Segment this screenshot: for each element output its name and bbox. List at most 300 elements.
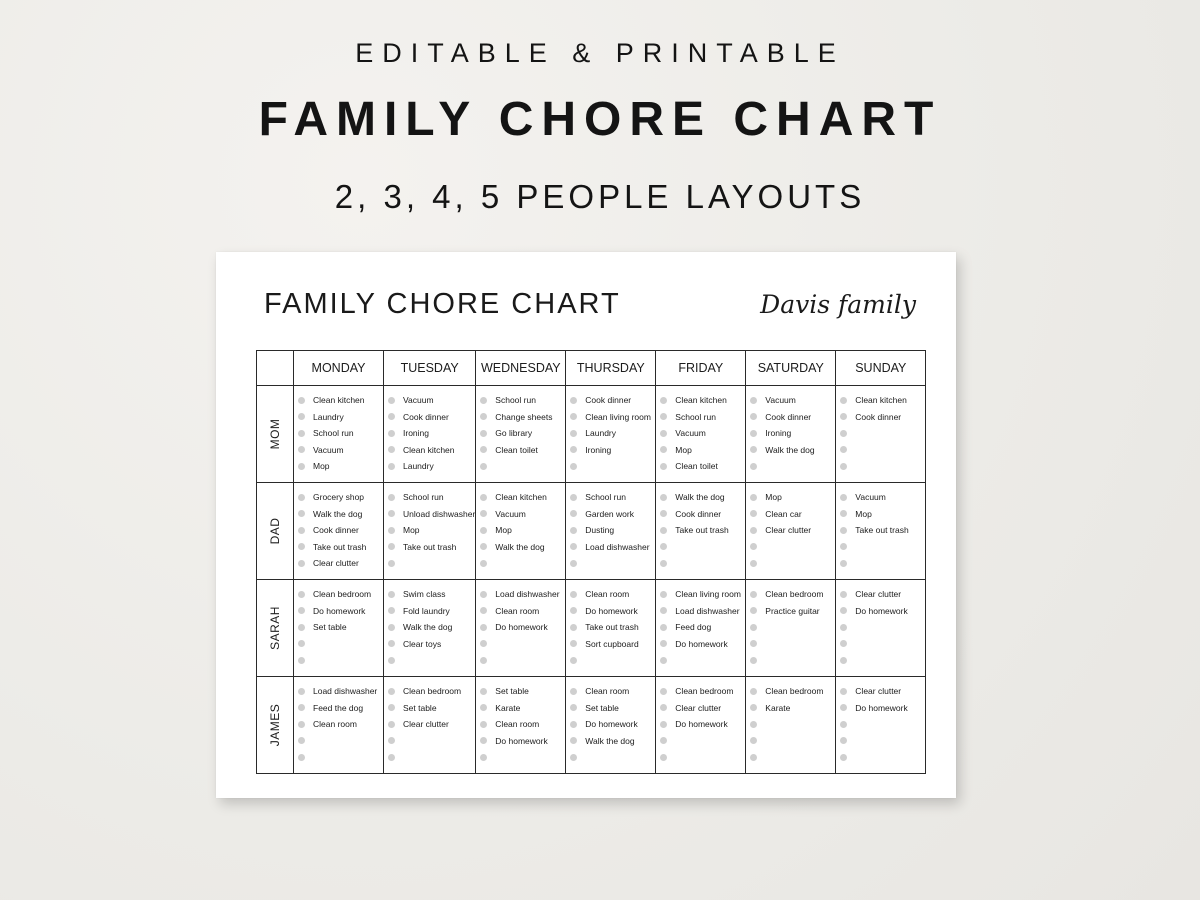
task-item xyxy=(840,749,925,766)
checkbox-dot-icon[interactable] xyxy=(298,657,305,664)
task-item xyxy=(570,652,655,669)
task-list xyxy=(384,586,475,669)
task-label: Clear toys xyxy=(403,638,442,649)
task-item xyxy=(840,586,925,603)
checkbox-dot-icon[interactable] xyxy=(570,430,577,437)
checkbox-dot-icon[interactable] xyxy=(480,704,487,711)
task-list xyxy=(656,586,745,669)
checkbox-dot-icon[interactable] xyxy=(570,463,577,470)
chore-cell xyxy=(476,386,566,483)
task-item xyxy=(660,652,745,669)
checkbox-dot-icon[interactable] xyxy=(480,607,487,614)
checkbox-dot-icon[interactable] xyxy=(298,463,305,470)
checkbox-dot-icon[interactable] xyxy=(570,737,577,744)
checkbox-dot-icon[interactable] xyxy=(840,510,847,517)
task-item xyxy=(840,458,925,475)
task-label: Clean toilet xyxy=(495,444,538,455)
checkbox-dot-icon[interactable] xyxy=(750,640,757,647)
task-item xyxy=(660,555,745,572)
task-item xyxy=(298,425,383,442)
task-item xyxy=(840,619,925,636)
checkbox-dot-icon[interactable] xyxy=(750,430,757,437)
task-item xyxy=(570,539,655,556)
task-item xyxy=(570,489,655,506)
checkbox-dot-icon[interactable] xyxy=(480,754,487,761)
task-label: Mop xyxy=(313,461,330,472)
chore-cell xyxy=(294,580,384,677)
task-label: School run xyxy=(495,395,536,406)
checkbox-dot-icon[interactable] xyxy=(750,527,757,534)
task-item xyxy=(750,539,835,556)
task-item xyxy=(298,603,383,620)
task-item xyxy=(840,522,925,539)
checkbox-dot-icon[interactable] xyxy=(840,657,847,664)
task-item xyxy=(660,442,745,459)
checkbox-dot-icon[interactable] xyxy=(570,527,577,534)
checkbox-dot-icon[interactable] xyxy=(840,688,847,695)
checkbox-dot-icon[interactable] xyxy=(660,527,667,534)
checkbox-dot-icon[interactable] xyxy=(660,591,667,598)
checkbox-dot-icon[interactable] xyxy=(750,657,757,664)
checkbox-dot-icon[interactable] xyxy=(660,560,667,567)
task-item xyxy=(570,619,655,636)
task-item xyxy=(840,683,925,700)
checkbox-dot-icon[interactable] xyxy=(388,624,395,631)
task-label: Clear clutter xyxy=(765,525,812,536)
task-item xyxy=(750,409,835,426)
checkbox-dot-icon[interactable] xyxy=(660,657,667,664)
day-header-monday: MONDAY xyxy=(294,351,384,386)
task-list xyxy=(836,683,925,766)
checkbox-dot-icon[interactable] xyxy=(298,737,305,744)
checkbox-dot-icon[interactable] xyxy=(388,527,395,534)
checkbox-dot-icon[interactable] xyxy=(840,607,847,614)
task-label: Set table xyxy=(495,686,529,697)
task-label: Mop xyxy=(495,525,512,536)
checkbox-dot-icon[interactable] xyxy=(480,657,487,664)
task-label: Clean kitchen xyxy=(495,492,547,503)
checkbox-dot-icon[interactable] xyxy=(298,413,305,420)
checkbox-dot-icon[interactable] xyxy=(480,640,487,647)
checkbox-dot-icon[interactable] xyxy=(388,560,395,567)
task-label: Walk the dog xyxy=(403,622,453,633)
task-item xyxy=(480,506,565,523)
task-label: Swim class xyxy=(403,589,446,600)
task-item xyxy=(298,749,383,766)
checkbox-dot-icon[interactable] xyxy=(660,463,667,470)
task-label: Karate xyxy=(495,702,521,713)
checkbox-dot-icon[interactable] xyxy=(750,754,757,761)
checkbox-dot-icon[interactable] xyxy=(660,688,667,695)
task-list xyxy=(836,586,925,669)
task-item xyxy=(660,749,745,766)
task-list xyxy=(746,392,835,475)
task-label: Set table xyxy=(585,702,619,713)
chore-cell xyxy=(836,677,926,774)
checkbox-dot-icon[interactable] xyxy=(480,527,487,534)
checkbox-dot-icon[interactable] xyxy=(570,591,577,598)
checkbox-dot-icon[interactable] xyxy=(660,430,667,437)
task-label: Do homework xyxy=(855,605,908,616)
task-item xyxy=(660,636,745,653)
task-label: Clean kitchen xyxy=(675,395,727,406)
chore-cell xyxy=(566,386,656,483)
checkbox-dot-icon[interactable] xyxy=(298,494,305,501)
task-item xyxy=(480,700,565,717)
task-item xyxy=(480,409,565,426)
task-list xyxy=(476,586,565,669)
checkbox-dot-icon[interactable] xyxy=(298,591,305,598)
checkbox-dot-icon[interactable] xyxy=(750,397,757,404)
checkbox-dot-icon[interactable] xyxy=(840,640,847,647)
family-name: Davis family xyxy=(760,290,916,319)
task-item xyxy=(298,716,383,733)
checkbox-dot-icon[interactable] xyxy=(388,397,395,404)
checkbox-dot-icon[interactable] xyxy=(388,754,395,761)
task-label: School run xyxy=(313,428,354,439)
task-label: Ironing xyxy=(403,428,429,439)
checkbox-dot-icon[interactable] xyxy=(840,446,847,453)
checkbox-dot-icon[interactable] xyxy=(480,446,487,453)
task-label: Grocery shop xyxy=(313,492,365,503)
task-label: Set table xyxy=(313,622,347,633)
task-item xyxy=(660,733,745,750)
task-label: Clean kitchen xyxy=(403,444,455,455)
checkbox-dot-icon[interactable] xyxy=(480,560,487,567)
checkbox-dot-icon[interactable] xyxy=(388,657,395,664)
checkbox-dot-icon[interactable] xyxy=(840,397,847,404)
checkbox-dot-icon[interactable] xyxy=(480,463,487,470)
chore-cell xyxy=(294,483,384,580)
task-label: Vacuum xyxy=(313,444,344,455)
day-header-tuesday: TUESDAY xyxy=(384,351,476,386)
checkbox-dot-icon[interactable] xyxy=(750,560,757,567)
task-item xyxy=(298,409,383,426)
checkbox-dot-icon[interactable] xyxy=(570,494,577,501)
task-item xyxy=(388,700,475,717)
checkbox-dot-icon[interactable] xyxy=(570,446,577,453)
checkbox-dot-icon[interactable] xyxy=(298,754,305,761)
chore-cell xyxy=(476,677,566,774)
task-label: Clear clutter xyxy=(855,686,902,697)
checkbox-dot-icon[interactable] xyxy=(298,560,305,567)
chore-cell xyxy=(476,483,566,580)
task-item xyxy=(480,652,565,669)
checkbox-dot-icon[interactable] xyxy=(388,510,395,517)
checkbox-dot-icon[interactable] xyxy=(298,430,305,437)
task-item xyxy=(298,619,383,636)
chore-cell xyxy=(746,580,836,677)
checkbox-dot-icon[interactable] xyxy=(570,640,577,647)
task-label: School run xyxy=(585,492,626,503)
task-item xyxy=(750,716,835,733)
task-item xyxy=(298,442,383,459)
task-label: Feed dog xyxy=(675,622,712,633)
checkbox-dot-icon[interactable] xyxy=(750,446,757,453)
checkbox-dot-icon[interactable] xyxy=(840,737,847,744)
checkbox-dot-icon[interactable] xyxy=(388,688,395,695)
checkbox-dot-icon[interactable] xyxy=(570,688,577,695)
checkbox-dot-icon[interactable] xyxy=(388,607,395,614)
task-item xyxy=(570,586,655,603)
checkbox-dot-icon[interactable] xyxy=(388,413,395,420)
task-item xyxy=(570,749,655,766)
task-label: Load dishwasher xyxy=(313,686,378,697)
task-item xyxy=(570,636,655,653)
checkbox-dot-icon[interactable] xyxy=(388,446,395,453)
task-item xyxy=(840,636,925,653)
task-label: Do homework xyxy=(313,605,366,616)
checkbox-dot-icon[interactable] xyxy=(840,704,847,711)
task-item xyxy=(298,652,383,669)
checkbox-dot-icon[interactable] xyxy=(660,510,667,517)
checkbox-dot-icon[interactable] xyxy=(840,543,847,550)
task-item xyxy=(660,603,745,620)
person-label-cell xyxy=(257,677,294,774)
checkbox-dot-icon[interactable] xyxy=(840,430,847,437)
task-item xyxy=(480,555,565,572)
checkbox-dot-icon[interactable] xyxy=(480,510,487,517)
task-label: Clean toilet xyxy=(675,461,718,472)
checkbox-dot-icon[interactable] xyxy=(480,737,487,744)
task-label: Practice guitar xyxy=(765,605,820,616)
task-item xyxy=(298,683,383,700)
checkbox-dot-icon[interactable] xyxy=(570,704,577,711)
checkbox-dot-icon[interactable] xyxy=(660,754,667,761)
task-item xyxy=(840,409,925,426)
task-item xyxy=(660,392,745,409)
promo-title: FAMILY CHORE CHART xyxy=(258,93,942,146)
checkbox-dot-icon[interactable] xyxy=(298,446,305,453)
checkbox-dot-icon[interactable] xyxy=(480,591,487,598)
checkbox-dot-icon[interactable] xyxy=(388,737,395,744)
task-label: Unload dishwasher xyxy=(403,508,476,519)
checkbox-dot-icon[interactable] xyxy=(750,704,757,711)
checkbox-dot-icon[interactable] xyxy=(388,463,395,470)
task-label: Clean bedroom xyxy=(313,589,372,600)
task-item xyxy=(388,506,475,523)
checkbox-dot-icon[interactable] xyxy=(298,721,305,728)
task-list xyxy=(656,683,745,766)
task-label: Do homework xyxy=(495,735,548,746)
checkbox-dot-icon[interactable] xyxy=(480,397,487,404)
checkbox-dot-icon[interactable] xyxy=(660,704,667,711)
task-label: Take out trash xyxy=(585,622,639,633)
person-row-james xyxy=(257,677,926,774)
task-list xyxy=(566,489,655,572)
checkbox-dot-icon[interactable] xyxy=(570,624,577,631)
task-item xyxy=(298,636,383,653)
checkbox-dot-icon[interactable] xyxy=(840,721,847,728)
checkbox-dot-icon[interactable] xyxy=(480,430,487,437)
checkbox-dot-icon[interactable] xyxy=(660,737,667,744)
chore-cell xyxy=(656,386,746,483)
chore-cell xyxy=(384,677,476,774)
task-item xyxy=(750,489,835,506)
checkbox-dot-icon[interactable] xyxy=(388,494,395,501)
checkbox-dot-icon[interactable] xyxy=(570,754,577,761)
task-label: Feed the dog xyxy=(313,702,364,713)
chore-cell xyxy=(476,580,566,677)
checkbox-dot-icon[interactable] xyxy=(298,543,305,550)
task-item xyxy=(750,506,835,523)
task-item xyxy=(480,489,565,506)
task-list xyxy=(836,392,925,475)
task-item xyxy=(750,458,835,475)
task-item xyxy=(570,733,655,750)
task-label: Clean bedroom xyxy=(765,589,824,600)
checkbox-dot-icon[interactable] xyxy=(480,494,487,501)
checkbox-dot-icon[interactable] xyxy=(570,657,577,664)
checkbox-dot-icon[interactable] xyxy=(570,607,577,614)
checkbox-dot-icon[interactable] xyxy=(840,463,847,470)
task-item xyxy=(750,522,835,539)
checkbox-dot-icon[interactable] xyxy=(750,737,757,744)
checkbox-dot-icon[interactable] xyxy=(840,527,847,534)
chore-cell xyxy=(294,677,384,774)
checkbox-dot-icon[interactable] xyxy=(660,397,667,404)
checkbox-dot-icon[interactable] xyxy=(570,413,577,420)
task-item xyxy=(660,586,745,603)
task-item xyxy=(750,700,835,717)
checkbox-dot-icon[interactable] xyxy=(660,721,667,728)
task-item xyxy=(750,683,835,700)
task-item xyxy=(750,733,835,750)
checkbox-dot-icon[interactable] xyxy=(570,397,577,404)
task-item xyxy=(388,392,475,409)
checkbox-dot-icon[interactable] xyxy=(660,494,667,501)
task-item xyxy=(840,652,925,669)
task-list xyxy=(656,392,745,475)
checkbox-dot-icon[interactable] xyxy=(298,510,305,517)
checkbox-dot-icon[interactable] xyxy=(660,413,667,420)
checkbox-dot-icon[interactable] xyxy=(750,510,757,517)
checkbox-dot-icon[interactable] xyxy=(660,446,667,453)
chore-cell xyxy=(836,386,926,483)
task-item xyxy=(388,636,475,653)
checkbox-dot-icon[interactable] xyxy=(388,704,395,711)
task-item xyxy=(480,733,565,750)
checkbox-dot-icon[interactable] xyxy=(840,591,847,598)
checkbox-dot-icon[interactable] xyxy=(750,591,757,598)
checkbox-dot-icon[interactable] xyxy=(840,624,847,631)
checkbox-dot-icon[interactable] xyxy=(480,413,487,420)
task-label: Walk the dog xyxy=(495,541,545,552)
task-item xyxy=(388,603,475,620)
task-label: Fold laundry xyxy=(403,605,450,616)
task-label: Karate xyxy=(765,702,791,713)
checkbox-dot-icon[interactable] xyxy=(660,640,667,647)
checkbox-dot-icon[interactable] xyxy=(480,543,487,550)
checkbox-dot-icon[interactable] xyxy=(480,688,487,695)
task-label: Change sheets xyxy=(495,411,553,422)
task-item xyxy=(298,733,383,750)
day-header-saturday: SATURDAY xyxy=(746,351,836,386)
chore-cell xyxy=(384,483,476,580)
checkbox-dot-icon[interactable] xyxy=(750,463,757,470)
task-label: Laundry xyxy=(585,428,617,439)
task-item xyxy=(570,700,655,717)
task-label: Take out trash xyxy=(403,541,457,552)
day-header-row xyxy=(257,351,926,386)
checkbox-dot-icon[interactable] xyxy=(840,560,847,567)
chore-chart-sheet xyxy=(216,252,956,798)
task-label: Vacuum xyxy=(403,395,434,406)
checkbox-dot-icon[interactable] xyxy=(388,543,395,550)
task-list xyxy=(294,586,383,669)
task-item xyxy=(660,700,745,717)
checkbox-dot-icon[interactable] xyxy=(750,413,757,420)
checkbox-dot-icon[interactable] xyxy=(840,494,847,501)
person-row-mom xyxy=(257,386,926,483)
task-label: Go library xyxy=(495,428,533,439)
checkbox-dot-icon[interactable] xyxy=(388,721,395,728)
checkbox-dot-icon[interactable] xyxy=(750,494,757,501)
task-label: Mop xyxy=(675,444,692,455)
checkbox-dot-icon[interactable] xyxy=(570,543,577,550)
task-item xyxy=(388,652,475,669)
checkbox-dot-icon[interactable] xyxy=(660,624,667,631)
checkbox-dot-icon[interactable] xyxy=(750,721,757,728)
checkbox-dot-icon[interactable] xyxy=(750,624,757,631)
task-item xyxy=(480,603,565,620)
checkbox-dot-icon[interactable] xyxy=(660,607,667,614)
checkbox-dot-icon[interactable] xyxy=(570,721,577,728)
checkbox-dot-icon[interactable] xyxy=(750,543,757,550)
task-item xyxy=(480,716,565,733)
task-item xyxy=(298,539,383,556)
checkbox-dot-icon[interactable] xyxy=(840,754,847,761)
task-label: Cook dinner xyxy=(675,508,722,519)
task-list xyxy=(294,683,383,766)
person-label-cell xyxy=(257,483,294,580)
checkbox-dot-icon[interactable] xyxy=(750,607,757,614)
checkbox-dot-icon[interactable] xyxy=(298,704,305,711)
checkbox-dot-icon[interactable] xyxy=(570,510,577,517)
checkbox-dot-icon[interactable] xyxy=(298,688,305,695)
task-item xyxy=(570,555,655,572)
checkbox-dot-icon[interactable] xyxy=(388,591,395,598)
task-label: Clean kitchen xyxy=(855,395,907,406)
task-label: Clear clutter xyxy=(313,558,359,569)
checkbox-dot-icon[interactable] xyxy=(388,640,395,647)
task-item xyxy=(660,522,745,539)
checkbox-dot-icon[interactable] xyxy=(840,413,847,420)
task-item xyxy=(660,683,745,700)
checkbox-dot-icon[interactable] xyxy=(480,624,487,631)
checkbox-dot-icon[interactable] xyxy=(298,607,305,614)
checkbox-dot-icon[interactable] xyxy=(298,640,305,647)
checkbox-dot-icon[interactable] xyxy=(298,624,305,631)
checkbox-dot-icon[interactable] xyxy=(570,560,577,567)
checkbox-dot-icon[interactable] xyxy=(660,543,667,550)
checkbox-dot-icon[interactable] xyxy=(750,688,757,695)
chore-cell xyxy=(836,580,926,677)
task-item xyxy=(298,458,383,475)
task-item xyxy=(750,603,835,620)
task-item xyxy=(298,392,383,409)
task-item xyxy=(840,716,925,733)
checkbox-dot-icon[interactable] xyxy=(298,397,305,404)
task-label: Take out trash xyxy=(675,525,729,536)
task-item xyxy=(480,539,565,556)
checkbox-dot-icon[interactable] xyxy=(298,527,305,534)
chore-cell xyxy=(656,483,746,580)
checkbox-dot-icon[interactable] xyxy=(388,430,395,437)
task-item xyxy=(480,749,565,766)
task-label: Vacuum xyxy=(675,428,706,439)
checkbox-dot-icon[interactable] xyxy=(480,721,487,728)
